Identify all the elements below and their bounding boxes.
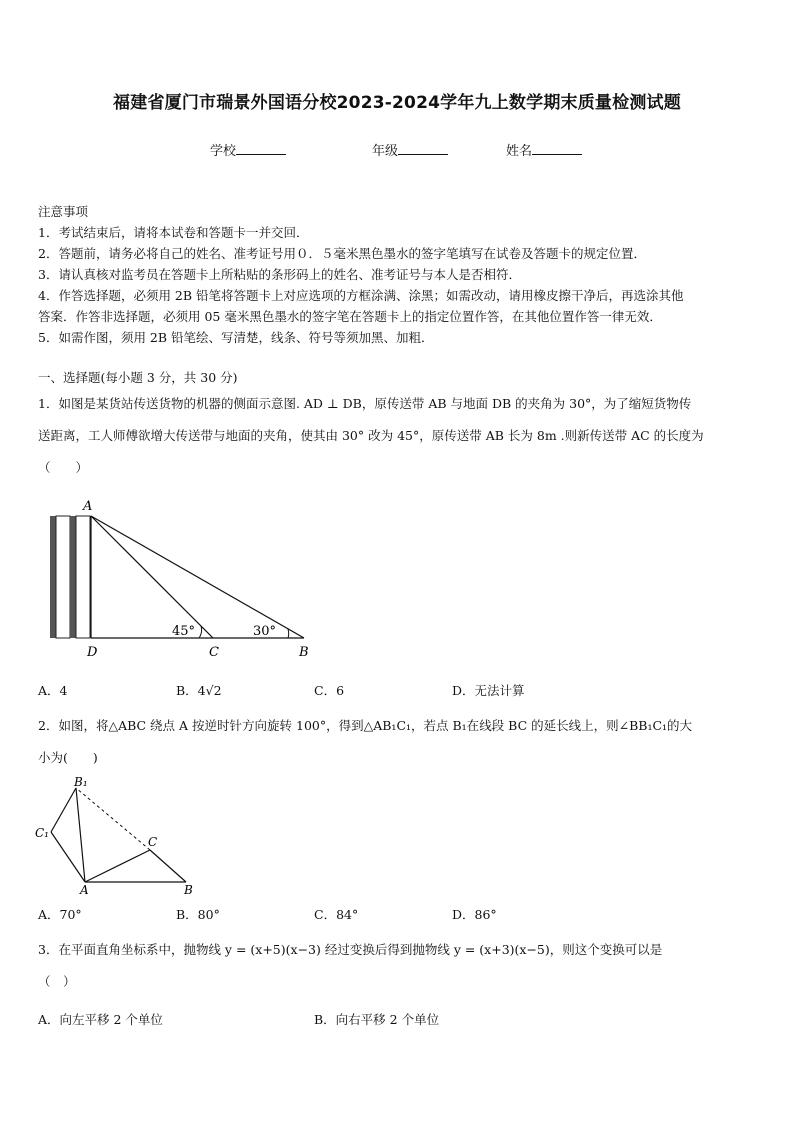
label-B1: B₁ bbox=[74, 775, 88, 789]
question-1-line: 送距离，工人师傅欲增大传送带与地面的夹角，使其由 30° 改为 45°，原传送带 AB 长为 8m .则新传送带 AC 的长度为 bbox=[38, 428, 704, 443]
grade-label: 年级 bbox=[372, 144, 399, 159]
notice-item: 答案．作答非选择题，必须用 05 毫米黑色墨水的签字笔在答题卡上的指定位置作答，在其他位置作答一律无效． bbox=[38, 309, 662, 324]
school-blank[interactable] bbox=[236, 142, 286, 155]
q3-option-a[interactable]: A．向左平移 2 个单位 bbox=[38, 1012, 163, 1027]
school-field[interactable] bbox=[210, 140, 286, 159]
q2-option-d[interactable]: D．86° bbox=[452, 907, 497, 922]
wall-gap bbox=[76, 516, 90, 638]
question-1 bbox=[38, 388, 758, 484]
question-2-line: 小为( ) bbox=[38, 750, 98, 765]
segment-B1C1 bbox=[51, 788, 76, 832]
q2-option-a[interactable]: A．70° bbox=[38, 907, 82, 922]
question-3-line: 3．在平面直角坐标系中，抛物线 y = (x+5)(x−3) 经过变换后得到抛物线 y = (x+3)(x−5)，则这个变换可以是 bbox=[38, 942, 663, 957]
notice-item: 1．考试结束后，请将本试卷和答题卡一并交回． bbox=[38, 225, 309, 240]
label-C1: C₁ bbox=[35, 826, 49, 840]
question-1-line: （ ） bbox=[38, 460, 89, 475]
question-3-line: （ ） bbox=[38, 974, 76, 989]
label-C: C bbox=[209, 645, 219, 660]
question-1-line: 1．如图是某货站传送货物的机器的侧面示意图. AD ⊥ DB，原传送带 AB 与地面 DB 的夹角为 30°，为了缩短货物传 bbox=[38, 396, 692, 411]
segment-AC bbox=[85, 850, 150, 882]
label-A: A bbox=[83, 499, 93, 514]
notice-item: 5．如需作图，须用 2B 铅笔绘、写清楚，线条、符号等须加黑、加粗． bbox=[38, 330, 434, 345]
question-2-figure bbox=[32, 774, 202, 898]
school-label: 学校 bbox=[210, 144, 237, 159]
notice-block bbox=[38, 201, 758, 348]
q2-option-b[interactable]: B．80° bbox=[176, 907, 220, 922]
question-2 bbox=[38, 710, 758, 774]
wall-gap bbox=[56, 516, 70, 638]
question-2-line: 2．如图，将△ABC 绕点 A 按逆时针方向旋转 100°，得到△AB₁C₁，若点 B₁在线段 BC 的延长线上，则∠BB₁C₁的大 bbox=[38, 718, 693, 733]
angle-30-arc bbox=[288, 629, 289, 638]
segment-AB1 bbox=[76, 788, 85, 882]
grade-blank[interactable] bbox=[398, 142, 448, 155]
grade-field[interactable] bbox=[372, 140, 448, 159]
label-D: D bbox=[87, 645, 98, 660]
page-title: 福建省厦门市瑞景外国语分校2023-2024学年九上数学期末质量检测试题 bbox=[113, 93, 681, 113]
label-angle-45: 45° bbox=[172, 624, 196, 639]
section-heading: 一、选择题(每小题 3 分，共 30 分) bbox=[38, 370, 238, 385]
wall-bar bbox=[70, 516, 76, 638]
question-3 bbox=[38, 934, 758, 998]
name-field[interactable] bbox=[506, 140, 582, 159]
q2-option-c[interactable]: C．84° bbox=[314, 907, 359, 922]
notice-item: 3．请认真核对监考员在答题卡上所粘贴的条形码上的姓名、准考证号与本人是否相符． bbox=[38, 267, 521, 282]
q3-option-b[interactable]: B．向右平移 2 个单位 bbox=[314, 1012, 440, 1027]
wall-bar bbox=[50, 516, 56, 638]
name-label: 姓名 bbox=[506, 144, 533, 159]
question-1-figure bbox=[40, 492, 330, 662]
segment-C1A bbox=[51, 832, 85, 882]
label-A: A bbox=[80, 883, 89, 897]
label-B: B bbox=[184, 883, 193, 897]
angle-45-arc bbox=[199, 626, 202, 638]
q1-option-a[interactable]: A．4 bbox=[38, 683, 68, 698]
notice-item: 2．答题前，请务必将自己的姓名、准考证号用０．５毫米黑色墨水的签字笔填写在试卷及答题卡的规定位置． bbox=[38, 246, 646, 261]
q1-option-b[interactable]: B．4√2 bbox=[176, 683, 222, 698]
name-blank[interactable] bbox=[532, 142, 582, 155]
segment-AB bbox=[91, 516, 304, 638]
q1-option-c[interactable]: C．6 bbox=[314, 683, 345, 698]
segment-CB bbox=[150, 850, 186, 882]
label-B: B bbox=[299, 645, 309, 660]
segment-AC bbox=[91, 516, 213, 638]
extension-CB1 bbox=[76, 788, 150, 850]
notice-item: 4．作答选择题，必须用 2B 铅笔将答题卡上对应选项的方框涂满、涂黑；如需改动，请用橡皮擦干净后，再选涂其他 bbox=[38, 288, 684, 303]
label-angle-30: 30° bbox=[253, 624, 277, 639]
label-C: C bbox=[148, 835, 158, 849]
q1-option-d[interactable]: D．无法计算 bbox=[452, 683, 525, 698]
notice-heading: 注意事项 bbox=[38, 204, 89, 219]
